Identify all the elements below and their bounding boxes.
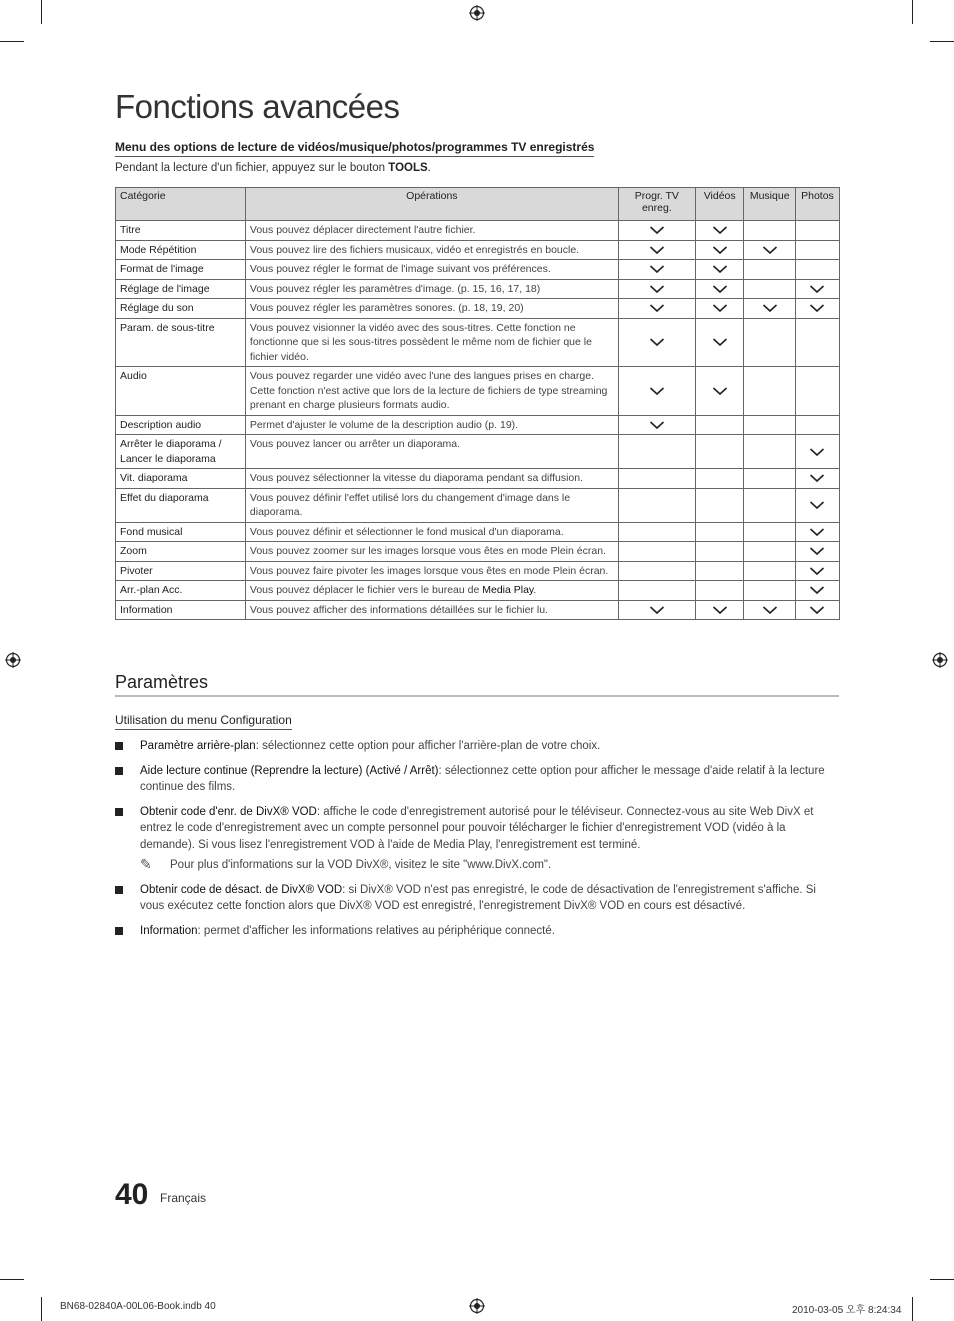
cell-operations-text: Vous pouvez régler le format de l'image suivant vos préférences. [249, 263, 551, 275]
cell-operations-text: Vous pouvez régler les paramètres d'image. (p. 15, 16, 17, 18) [249, 282, 541, 295]
pencil-note-icon: ✎ [140, 856, 152, 872]
cell-recorded-tv [618, 488, 695, 522]
table-row [116, 260, 840, 280]
cell-operations-text: Permet d'ajuster le volume de la description audio (p. 19). [249, 418, 519, 431]
settings-bullet-item [115, 882, 825, 915]
table-row [116, 542, 840, 562]
cell-videos [695, 415, 744, 435]
cell-photos [795, 522, 839, 542]
bullet-term: Information [140, 924, 198, 937]
cell-operations [245, 318, 618, 367]
cell-photos [795, 240, 839, 260]
cell-operations [245, 415, 618, 435]
registration-mark-icon [469, 1298, 485, 1314]
cell-operations-text: Vous pouvez regarder une vidéo avec l'une des langues prises en charge. Cette fonction n'est active que lors de la lecture de fichiers de type streaming prenant en charge plusieurs formats audio. [249, 370, 608, 411]
cell-operations-text: Vous pouvez lire des fichiers musicaux, vidéo et enregistrés en boucle. [249, 243, 580, 256]
cell-operations [245, 542, 618, 562]
cell-videos [695, 435, 744, 469]
cell-videos [695, 279, 744, 299]
check-mark-icon [712, 245, 728, 255]
check-mark-icon [712, 337, 728, 347]
table-row [116, 367, 840, 416]
cell-operations [245, 469, 618, 489]
cell-recorded-tv [618, 435, 695, 469]
cell-music [744, 221, 795, 241]
check-mark-icon [809, 303, 825, 313]
cell-operations-text: Vous pouvez définir l'effet utilisé lors du changement d'image dans le diaporama. [249, 491, 571, 518]
page-title: Fonctions avancées [115, 88, 400, 125]
cell-category: Mode Répétition [116, 240, 246, 260]
cell-operations-text: Vous pouvez faire pivoter les images lorsque vous êtes en mode Plein écran. [249, 564, 609, 577]
check-mark-icon [809, 527, 825, 537]
cell-photos [795, 415, 839, 435]
cell-category: Zoom [116, 542, 246, 562]
check-mark-icon [649, 386, 665, 396]
check-mark-icon [712, 386, 728, 396]
cell-music [744, 318, 795, 367]
table-row [116, 318, 840, 367]
crop-mark [41, 0, 42, 24]
table-body [116, 221, 840, 620]
header-category: Catégorie [116, 188, 246, 221]
bullet-term: Aide lecture continue (Reprendre la lecture) (Activé / Arrêt) [140, 764, 439, 777]
crop-mark [912, 1297, 913, 1321]
cell-photos [795, 488, 839, 522]
header-photos: Photos [795, 188, 839, 221]
cell-operations-text: Vous pouvez régler les paramètres sonores. (p. 18, 19, 20) [249, 302, 524, 314]
cell-videos [695, 542, 744, 562]
cell-operations [245, 367, 618, 416]
cell-recorded-tv [618, 469, 695, 489]
cell-operations [245, 561, 618, 581]
cell-music [744, 260, 795, 280]
cell-music [744, 367, 795, 416]
table-row [116, 435, 840, 469]
intro-text-end: . [427, 162, 431, 174]
options-table [115, 187, 840, 620]
table-row [116, 600, 840, 620]
check-mark-icon [649, 225, 665, 235]
header-music: Musique [744, 188, 795, 221]
settings-subheading: Utilisation du menu Configuration [115, 713, 292, 730]
cell-photos [795, 279, 839, 299]
check-mark-icon [712, 264, 728, 274]
registration-mark-icon [5, 652, 21, 668]
cell-photos [795, 542, 839, 562]
cell-videos [695, 318, 744, 367]
table-row [116, 469, 840, 489]
cell-operations [245, 488, 618, 522]
check-mark-icon [649, 420, 665, 430]
footer-file-info: BN68-02840A-00L06-Book.indb 40 [60, 1301, 216, 1312]
cell-operations [245, 600, 618, 620]
registration-mark-icon [469, 5, 485, 21]
cell-category: Information [116, 600, 246, 620]
cell-operations-text: Vous pouvez sélectionner la vitesse du diaporama pendant sa diffusion. [249, 472, 584, 484]
settings-section-title: Paramètres [115, 672, 839, 697]
table-row [116, 488, 840, 522]
settings-bullet-list [115, 738, 825, 947]
check-mark-icon [762, 245, 778, 255]
cell-photos [795, 561, 839, 581]
table-header-row [116, 188, 840, 221]
table-row [116, 221, 840, 241]
bullet-text: : sélectionnez cette option pour afficher le message d'aide relatif à la lecture continue des films. [140, 764, 825, 793]
bullet-square-icon [115, 927, 123, 935]
table-row [116, 522, 840, 542]
cell-operations [245, 581, 618, 601]
cell-music [744, 279, 795, 299]
bullet-text: : sélectionnez cette option pour afficher l'arrière-plan de votre choix. [255, 740, 601, 752]
intro-text [115, 162, 431, 174]
bullet-term: Obtenir code de désact. de DivX® VOD [140, 883, 343, 896]
settings-bullet-item [115, 763, 825, 796]
cell-recorded-tv [618, 240, 695, 260]
check-mark-icon [649, 264, 665, 274]
header-operations: Opérations [245, 188, 618, 221]
cell-recorded-tv [618, 542, 695, 562]
cell-operations-text: Vous pouvez visionner la vidéo avec des sous-titres. Cette fonction ne fonctionne que si les sous-titres possèdent le même nom de fichier que le fichier vidéo. [249, 321, 592, 363]
check-mark-icon [762, 303, 778, 313]
settings-bullet-item [115, 804, 825, 874]
cell-photos [795, 260, 839, 280]
cell-recorded-tv [618, 318, 695, 367]
cell-music [744, 299, 795, 319]
cell-operations [245, 221, 618, 241]
cell-category: Arr.-plan Acc. [116, 581, 246, 601]
cell-music [744, 469, 795, 489]
cell-category: Pivoter [116, 561, 246, 581]
cell-operations-text: Vous pouvez déplacer le fichier vers le bureau de [249, 584, 483, 596]
bullet-square-icon [115, 742, 123, 750]
cell-operations-text: Vous pouvez déplacer directement l'autre fichier. [249, 224, 476, 236]
intro-text-body: Pendant la lecture d'un fichier, appuyez sur le bouton [115, 162, 389, 174]
check-mark-icon [809, 284, 825, 294]
bullet-square-icon [115, 767, 123, 775]
page-language: Français [160, 1191, 207, 1205]
cell-videos [695, 581, 744, 601]
check-mark-icon [809, 585, 825, 595]
note [140, 857, 825, 874]
cell-operations [245, 240, 618, 260]
cell-recorded-tv [618, 260, 695, 280]
check-mark-icon [809, 500, 825, 510]
page-number: 40 [115, 1178, 149, 1211]
bullet-text: : permet d'afficher les informations relatives au périphérique connecté. [197, 924, 555, 937]
crop-mark [912, 0, 913, 24]
settings-bullet-item [115, 738, 825, 755]
cell-operations-text: Vous pouvez lancer ou arrêter un diaporama. [249, 438, 461, 450]
cell-recorded-tv [618, 221, 695, 241]
tools-key-label: TOOLS [388, 162, 428, 174]
bullet-text: : affiche le code d'enregistrement autorisé pour le téléviseur. Connectez-vous au site Web DivX et entrez le code d'enregistrement avec un compte personnel pour pouvoir télécharger le fichier d'enregistrement VOD (vidéo à la demande). Si vous lisez l'enregistrement VOD à l'aide de Media Play, l'enregistrement est terminé. [140, 805, 814, 851]
cell-videos [695, 600, 744, 620]
cell-videos [695, 240, 744, 260]
header-videos: Vidéos [695, 188, 744, 221]
cell-photos [795, 221, 839, 241]
cell-operations [245, 260, 618, 280]
cell-videos [695, 367, 744, 416]
check-mark-icon [712, 225, 728, 235]
table-row [116, 240, 840, 260]
cell-operations-text: Vous pouvez zoomer sur les images lorsque vous êtes en mode Plein écran. [249, 545, 606, 557]
cell-category: Description audio [116, 415, 246, 435]
crop-mark [41, 1297, 42, 1321]
check-mark-icon [712, 605, 728, 615]
cell-photos [795, 435, 839, 469]
check-mark-icon [762, 605, 778, 615]
check-mark-icon [649, 284, 665, 294]
cell-videos [695, 299, 744, 319]
cell-photos [795, 318, 839, 367]
crop-mark [0, 41, 24, 42]
cell-recorded-tv [618, 600, 695, 620]
cell-operations-text: Vous pouvez afficher des informations détaillées sur le fichier lu. [249, 603, 548, 616]
check-mark-icon [809, 447, 825, 457]
check-mark-icon [809, 605, 825, 615]
check-mark-icon [809, 473, 825, 483]
cell-music [744, 435, 795, 469]
cell-photos [795, 581, 839, 601]
cell-videos [695, 260, 744, 280]
cell-photos [795, 299, 839, 319]
bullet-square-icon [115, 808, 123, 816]
cell-category: Audio [116, 367, 246, 416]
cell-videos [695, 561, 744, 581]
table-row [116, 415, 840, 435]
check-mark-icon [649, 605, 665, 615]
cell-music [744, 522, 795, 542]
cell-music [744, 542, 795, 562]
cell-videos [695, 221, 744, 241]
cell-music [744, 561, 795, 581]
cell-videos [695, 522, 744, 542]
bullet-term: Obtenir code d'enr. de DivX® VOD [140, 805, 317, 818]
check-mark-icon [649, 245, 665, 255]
cell-operations-emphasis: Media Play [482, 584, 534, 596]
cell-operations [245, 435, 618, 469]
check-mark-icon [809, 566, 825, 576]
cell-category: Fond musical [116, 522, 246, 542]
cell-category: Réglage de l'image [116, 279, 246, 299]
cell-recorded-tv [618, 581, 695, 601]
table-row [116, 581, 840, 601]
cell-photos [795, 600, 839, 620]
cell-operations [245, 299, 618, 319]
cell-videos [695, 488, 744, 522]
table-row [116, 561, 840, 581]
cell-category: Param. de sous-titre [116, 318, 246, 367]
cell-operations-end: . [533, 584, 537, 596]
cell-operations [245, 279, 618, 299]
check-mark-icon [712, 303, 728, 313]
cell-recorded-tv [618, 279, 695, 299]
cell-photos [795, 469, 839, 489]
cell-operations [245, 522, 618, 542]
cell-music [744, 488, 795, 522]
bullet-square-icon [115, 886, 123, 894]
bullet-term: Paramètre arrière-plan [140, 740, 256, 752]
registration-mark-icon [932, 652, 948, 668]
crop-mark [0, 1279, 24, 1280]
cell-recorded-tv [618, 415, 695, 435]
cell-category: Titre [116, 221, 246, 241]
cell-recorded-tv [618, 299, 695, 319]
table-row [116, 299, 840, 319]
crop-mark [930, 41, 954, 42]
bullet-text: : si DivX® VOD n'est pas enregistré, le code de désactivation de l'enregistrement s'affiche. Si vous exécutez cette fonction alors que DivX® VOD est enregistré, l'enregistrement DivX® VOD en cours est désactivé. [140, 883, 816, 912]
cell-category: Format de l'image [116, 260, 246, 280]
footer-date-info: 2010-03-05 오후 8:24:34 [792, 1305, 902, 1316]
crop-mark [930, 1279, 954, 1280]
cell-category: Vit. diaporama [116, 469, 246, 489]
cell-music [744, 581, 795, 601]
cell-recorded-tv [618, 367, 695, 416]
cell-music [744, 240, 795, 260]
cell-operations-text: Vous pouvez définir et sélectionner le fond musical d'un diaporama. [249, 525, 564, 538]
cell-music [744, 415, 795, 435]
cell-videos [695, 469, 744, 489]
cell-category: Effet du diaporama [116, 488, 246, 522]
cell-recorded-tv [618, 522, 695, 542]
check-mark-icon [649, 337, 665, 347]
header-recorded-tv: Progr. TV enreg. [618, 188, 695, 221]
cell-music [744, 600, 795, 620]
note-text: Pour plus d'informations sur la VOD DivX®, visitez le site "www.DivX.com". [170, 859, 552, 871]
cell-recorded-tv [618, 561, 695, 581]
check-mark-icon [712, 284, 728, 294]
table-section-title: Menu des options de lecture de vidéos/musique/photos/programmes TV enregistrés [115, 140, 594, 157]
check-mark-icon [809, 546, 825, 556]
cell-category: Arrêter le diaporama / Lancer le diaporama [116, 435, 246, 469]
settings-bullet-item [115, 923, 825, 940]
table-row [116, 279, 840, 299]
check-mark-icon [649, 303, 665, 313]
cell-category: Réglage du son [116, 299, 246, 319]
cell-photos [795, 367, 839, 416]
